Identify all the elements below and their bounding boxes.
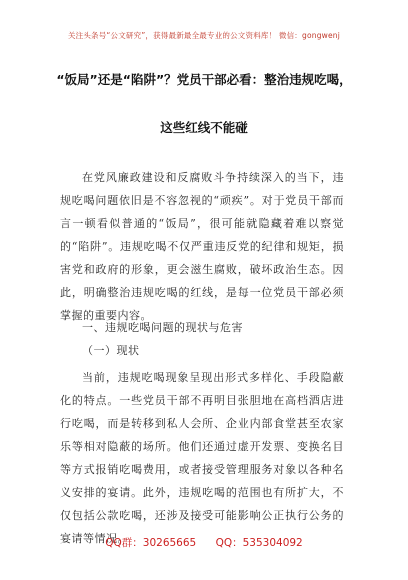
footer-contact [0,535,408,550]
document-title-line-1: “饭局”还是“陷阱”？党员干部必看：整治违规吃喝， [56,72,352,87]
subsection-heading-1: （一）现状 [82,344,140,357]
header-promo-note: 关注头条号“公文研究”，获得最新最全最专业的公文资料库！ 微信：gongwenj [67,31,341,40]
document-title-line-2: 这些红线不能碰 [160,120,248,135]
footer-qq-group: QQ群：30265665 [105,537,197,549]
footer-qq-number: QQ：535304092 [215,537,303,549]
section-heading-1: 一、违规吃喝问题的现状与危害 [82,321,243,334]
status-paragraph: 当前，违规吃喝现象呈现出形式多样化、手段隐蔽化的特点。一些党员干部不再明目张胆地在高档酒店进行吃喝，而是转移到私人会所、企业内部食堂甚至农家乐等相对隐蔽的场所。他们还通过虚开发票、变换名目等方式报销吃喝费用，或者接受管理服务对象以各种名义安排的宴请。此外，违规吃喝的范围也有所扩大，不仅包括公款吃喝，还涉及接受可能影响公正执行公务的宴请等情况。 [60,371,344,545]
intro-paragraph: 在党风廉政建设和反腐败斗争持续深入的当下，违规吃喝问题依旧是不容忽视的“顽疾”。对于党员干部而言一顿看似普通的“饭局”，很可能就隐藏着难以察觉的“陷阱”。违规吃喝不仅严重违反党的纪律和规矩，损害党和政府的形象，更会滋生腐败，破坏政治生态。因此，明确整治违规吃喝的红线，是每一位党员干部必须掌握的重要内容。 [60,171,344,322]
